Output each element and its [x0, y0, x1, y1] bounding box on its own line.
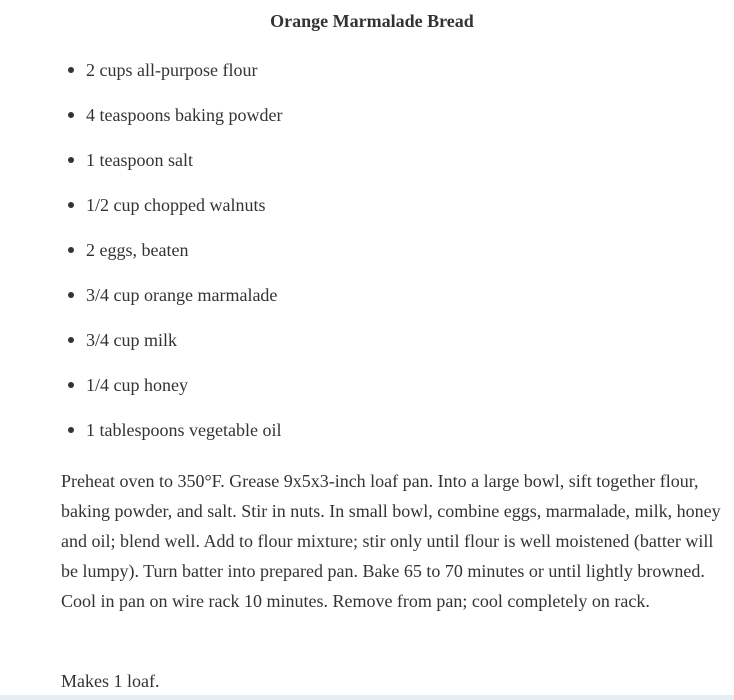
recipe-title: Orange Marmalade Bread: [270, 11, 474, 31]
ingredient-item: [86, 418, 282, 463]
ingredient-item: [86, 238, 282, 283]
ingredient-text: 1/4 cup honey: [86, 375, 188, 395]
recipe-directions: Preheat oven to 350°F. Grease 9x5x3-inch loaf pan. Into a large bowl, sift together flour, baking powder, and salt. Stir in nuts. In small bowl, combine eggs, marmalade, milk, honey and oil; blend well. Add to flour mixture; stir only until flour is well moistened (batter will be lumpy). Turn batter into prepared pan. Bake 65 to 70 minutes or until lightly browned. Cool in pan on wire rack 10 minutes. Remove from pan; cool completely on rack.: [61, 471, 721, 611]
bullet-icon: [68, 112, 74, 118]
bullet-icon: [68, 427, 74, 433]
ingredient-text: 2 cups all-purpose flour: [86, 60, 258, 80]
bullet-icon: [68, 67, 74, 73]
ingredient-text: 3/4 cup orange marmalade: [86, 285, 278, 305]
ingredient-text: 1 teaspoon salt: [86, 150, 193, 170]
ingredient-text: 1 tablespoons vegetable oil: [86, 420, 282, 440]
ingredient-item: [86, 283, 282, 328]
ingredient-item: [86, 148, 282, 193]
ingredient-text: 1/2 cup chopped walnuts: [86, 195, 266, 215]
bullet-icon: [68, 382, 74, 388]
ingredient-list: [86, 58, 282, 463]
ingredient-item: [86, 328, 282, 373]
bullet-icon: [68, 292, 74, 298]
bullet-icon: [68, 202, 74, 208]
ingredient-text: 3/4 cup milk: [86, 330, 177, 350]
ingredient-item: [86, 373, 282, 418]
ingredient-item: [86, 103, 282, 148]
ingredient-item: [86, 193, 282, 238]
bottom-divider: [0, 695, 734, 700]
ingredient-item: [86, 58, 282, 103]
ingredient-text: 4 teaspoons baking powder: [86, 105, 283, 125]
recipe-yield: Makes 1 loaf.: [61, 671, 160, 691]
bullet-icon: [68, 157, 74, 163]
bullet-icon: [68, 247, 74, 253]
ingredient-text: 2 eggs, beaten: [86, 240, 189, 260]
bullet-icon: [68, 337, 74, 343]
